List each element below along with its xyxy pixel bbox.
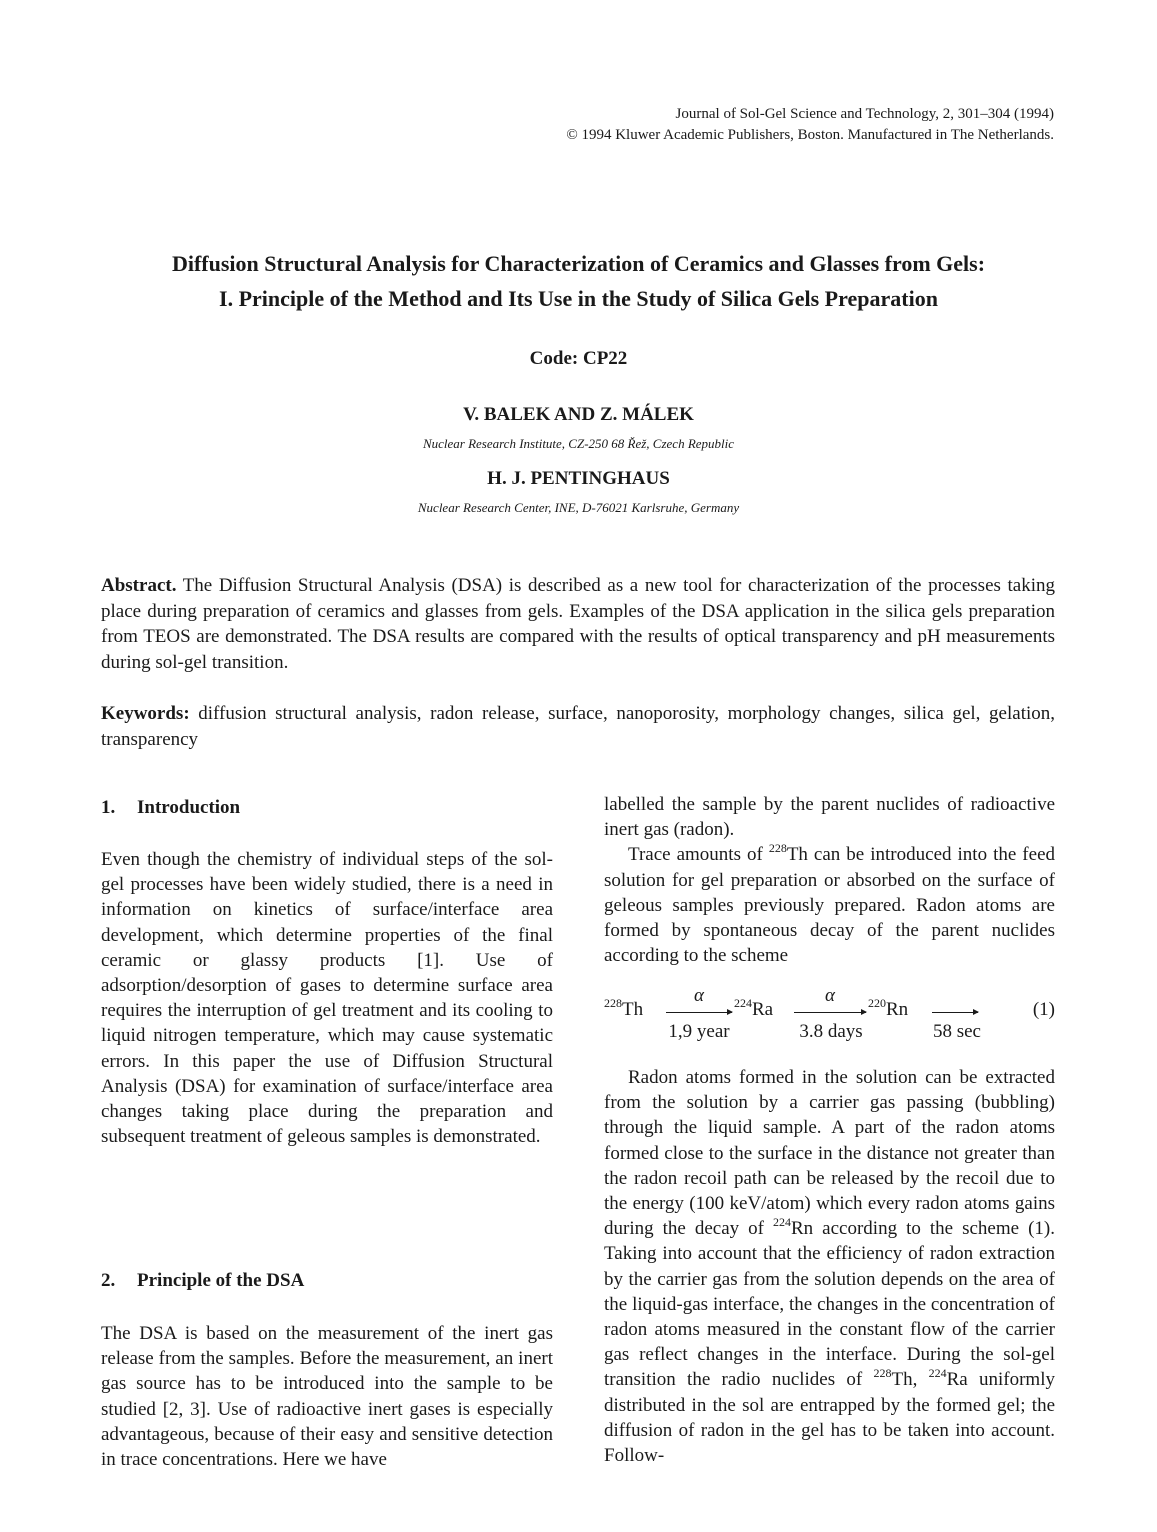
- arrow-label-alpha-2: α: [825, 985, 835, 1006]
- title-line-1: Diffusion Structural Analysis for Characterization of Ceramics and Glasses from Gels:: [171, 251, 986, 276]
- paragraph: Trace amounts of $^{228}$Th can be introduced into the feed solution for gel preparation or absorbed on the surface of geleous samples previously prepared. Radon atoms are formed by spontaneous decay of the parent nuclides according to the scheme: [604, 841, 1055, 967]
- author-names-1: V. BALEK AND Z. MÁLEK: [463, 404, 694, 425]
- paragraph: labelled the sample by the parent nuclides of radioactive inert gas (radon).: [604, 794, 1055, 841]
- equation-number: (1): [1032, 999, 1055, 1020]
- reaction-arrow-2: [794, 1012, 866, 1013]
- nuclide-rn220: $^{220}$Rn: [868, 996, 909, 1020]
- reaction-arrow-3: [932, 1012, 978, 1013]
- arrow-label-alpha-1: α: [694, 985, 704, 1006]
- abstract-label: Abstract.: [101, 575, 177, 596]
- journal-citation: Journal of Sol-Gel Science and Technology, 2, 301–304 (1994): [675, 106, 1054, 122]
- section-heading-introduction: [101, 797, 240, 819]
- author-names-2: H. J. PENTINGHAUS: [487, 468, 670, 489]
- author-affiliation-1: Nuclear Research Institute, CZ-250 68 Řež, Czech Republic: [422, 436, 735, 451]
- principle-text: The DSA is based on the measurement of the inert gas release from the samples. Before the measurement, an inert gas source has to be introduced into the sample to be studied [2, 3]. Use of radioactive inert gases is especially advantageous, because of their easy and sensitive detection in trace concentrations. Here we have: [101, 1323, 553, 1471]
- keywords-text: diffusion structural analysis, radon release, surface, nanoporosity, morphology changes, silica gel, gelation, transparency: [101, 703, 1055, 750]
- copyright-line: © 1994 Kluwer Academic Publishers, Boston. Manufactured in The Netherlands.: [566, 127, 1054, 143]
- author-affiliation-2: Nuclear Research Center, INE, D-76021 Karlsruhe, Germany: [417, 500, 740, 515]
- abstract-text: The Diffusion Structural Analysis (DSA) is described as a new tool for characterization of the processes taking place during preparation of ceramics and glasses from gels. Examples of the DSA application in the silica gels preparation from TEOS are demonstrated. The DSA results are compared with the results of optical transparency and pH measurements during sol-gel transition.: [101, 575, 1055, 673]
- right-column-bottom: [604, 1065, 1055, 1468]
- section-number: 1.: [101, 797, 116, 818]
- keywords-label: Keywords:: [101, 703, 190, 724]
- section-title: Introduction: [137, 797, 241, 818]
- half-life-3: 58 sec: [932, 1021, 981, 1042]
- half-life-1: 1,9 year: [668, 1021, 730, 1042]
- title-line-2: I. Principle of the Method and Its Use in the Study of Silica Gels Preparation: [219, 286, 938, 311]
- abstract: [101, 573, 1055, 675]
- paragraph: Radon atoms formed in the solution can be extracted from the solution by a carrier gas passing (bubbling) through the liquid sample. A part of the radon atoms formed close to the surface in the distance not greater than the radon recoil path can be released by the recoil due to the energy (100 keV/atom) which every radon atoms gains during the decay of $^{224}$Rn according to the scheme (1). Taking into account that the efficiency of radon extraction by the carrier gas from the solution depends on the area of the liquid-gas interface, the changes in the concentration of radon atoms measured in the constant flow of the carrier gas reflect changes in the interface. During the sol-gel transition the radio nuclides of $^{228}$Th, $^{224}$Ra uniformly distributed in the sol are entrapped by the formed gel; the diffusion of radon in the gel has to be taken into account. Follow-: [604, 1067, 1055, 1467]
- paper-code: Code: CP22: [529, 348, 628, 369]
- decay-equation: [604, 985, 1055, 1045]
- right-column-top: [604, 792, 1055, 968]
- section-number: 2.: [101, 1270, 116, 1291]
- introduction-text: Even though the chemistry of individual steps of the sol-gel processes have been widely studied, there is a need in information on kinetics of surface/interface area development, which determine properties of the final ceramic or glassy products [1]. Use of adsorption/desorption of gases to determine surface area requires the interruption of gel treatment and its cooling to liquid nitrogen temperature, which may cause systematic errors. In this paper the use of Diffusion Structural Analysis (DSA) for examination of surface/interface area changes taking place during the preparation and subsequent treatment of geleous samples is demonstrated.: [101, 849, 553, 1148]
- reaction-arrow-1: [666, 1012, 732, 1013]
- half-life-2: 3.8 days: [799, 1021, 863, 1042]
- nuclide-ra224: $^{224}$Ra: [734, 996, 774, 1020]
- section-heading-principle: [101, 1270, 304, 1292]
- nuclide-th228: $^{228}$Th: [604, 996, 644, 1020]
- paper-title: [0, 246, 1157, 316]
- keywords: [101, 701, 1055, 752]
- journal-header: [566, 104, 1054, 146]
- section-title: Principle of the DSA: [137, 1270, 305, 1291]
